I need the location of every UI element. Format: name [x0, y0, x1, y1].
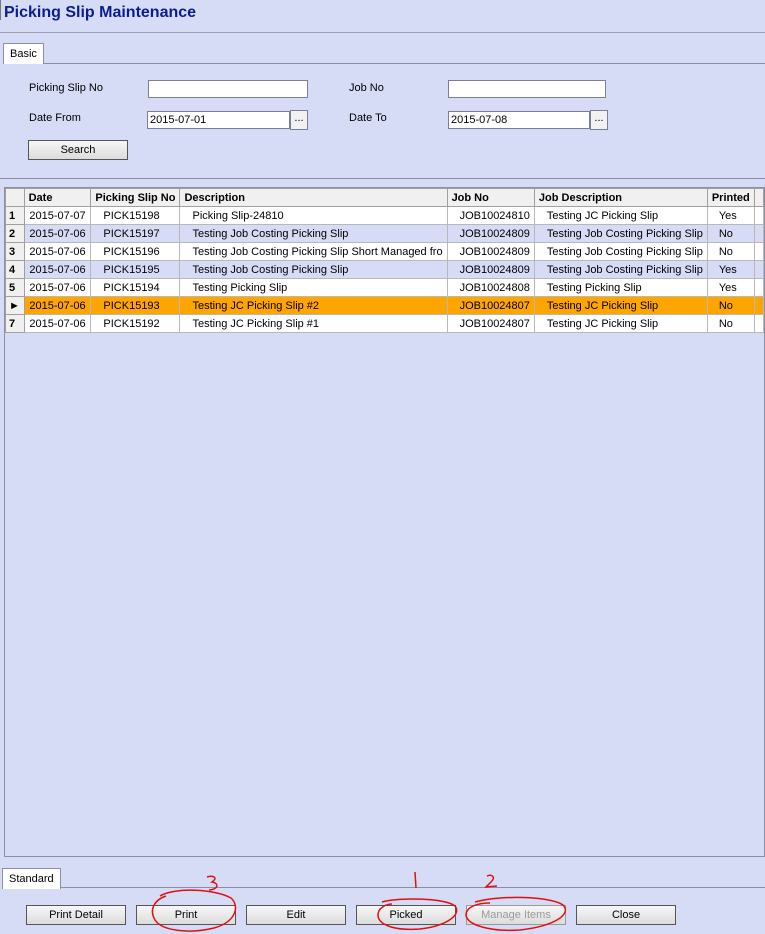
column-header-date[interactable]: Date [24, 189, 91, 207]
cell-picking-slip-no: PICK15198 [91, 207, 180, 225]
grid-header-row [6, 189, 764, 207]
column-header-job-description[interactable]: Job Description [534, 189, 707, 207]
cell-job-description: Testing Job Costing Picking Slip [534, 225, 707, 243]
tab-standard[interactable]: Standard [2, 868, 61, 889]
picked-button[interactable]: Picked [356, 905, 456, 925]
cell-date: 2015-07-06 [24, 315, 91, 333]
row-header[interactable]: 3 [6, 243, 25, 261]
close-button[interactable]: Close [576, 905, 676, 925]
column-header-printed[interactable]: Printed [707, 189, 754, 207]
cell-picking-slip-no: PICK15195 [91, 261, 180, 279]
cell-filler [754, 243, 763, 261]
picking-slip-table [5, 188, 764, 333]
cell-job-description: Testing Job Costing Picking Slip [534, 261, 707, 279]
cell-filler [754, 225, 763, 243]
picking-slip-no-label: Picking Slip No [29, 82, 103, 94]
title-divider [0, 32, 765, 33]
tab-divider [43, 63, 765, 64]
cell-filler [754, 315, 763, 333]
manage-items-button[interactable]: Manage Items [466, 905, 566, 925]
cell-job-no: JOB10024809 [447, 243, 534, 261]
cell-description: Picking Slip-24810 [180, 207, 447, 225]
cell-date: 2015-07-06 [24, 225, 91, 243]
cell-job-description: Testing JC Picking Slip [534, 315, 707, 333]
cell-job-description: Testing Job Costing Picking Slip [534, 243, 707, 261]
cell-date: 2015-07-06 [24, 243, 91, 261]
cell-description: Testing Job Costing Picking Slip [180, 225, 447, 243]
job-no-input[interactable] [448, 80, 606, 98]
cell-printed: Yes [707, 279, 754, 297]
row-header[interactable]: 1 [6, 207, 25, 225]
search-button[interactable]: Search [28, 140, 128, 160]
cell-printed: Yes [707, 207, 754, 225]
job-no-label: Job No [349, 82, 384, 94]
tab-basic[interactable]: Basic [3, 43, 44, 64]
cell-description: Testing Picking Slip [180, 279, 447, 297]
cell-picking-slip-no: PICK15194 [91, 279, 180, 297]
search-panel-divider [0, 178, 765, 179]
cell-printed: No [707, 297, 754, 315]
bottom-tab-divider [60, 887, 765, 888]
date-from-label: Date From [29, 112, 81, 124]
column-header-filler [754, 189, 763, 207]
cell-description: Testing JC Picking Slip #1 [180, 315, 447, 333]
cell-job-no: JOB10024810 [447, 207, 534, 225]
row-header[interactable]: 4 [6, 261, 25, 279]
date-to-label: Date To [349, 112, 387, 124]
annotation-mark-1 [415, 872, 416, 888]
table-row[interactable] [6, 207, 764, 225]
row-header[interactable]: 2 [6, 225, 25, 243]
cell-filler [754, 297, 763, 315]
row-header[interactable]: 5 [6, 279, 25, 297]
date-to-picker-button[interactable]: ... [590, 110, 608, 130]
column-header-picking-slip-no[interactable]: Picking Slip No [91, 189, 180, 207]
edit-button[interactable]: Edit [246, 905, 346, 925]
row-header-corner [6, 189, 25, 207]
cell-job-description: Testing Picking Slip [534, 279, 707, 297]
cell-date: 2015-07-06 [24, 297, 91, 315]
table-row[interactable] [6, 243, 764, 261]
cell-filler [754, 207, 763, 225]
cell-filler [754, 279, 763, 297]
cell-job-no: JOB10024808 [447, 279, 534, 297]
cell-job-no: JOB10024809 [447, 225, 534, 243]
table-row[interactable] [6, 279, 764, 297]
cell-description: Testing JC Picking Slip #2 [180, 297, 447, 315]
picking-slip-no-input[interactable] [148, 80, 308, 98]
cell-job-description: Testing JC Picking Slip [534, 297, 707, 315]
date-from-picker-button[interactable]: ... [290, 110, 308, 130]
cell-job-no: JOB10024809 [447, 261, 534, 279]
cell-picking-slip-no: PICK15192 [91, 315, 180, 333]
cell-printed: Yes [707, 261, 754, 279]
cell-date: 2015-07-07 [24, 207, 91, 225]
row-header[interactable]: ► [6, 297, 25, 315]
date-to-input[interactable] [448, 111, 590, 129]
table-row-selected[interactable] [6, 297, 764, 315]
cell-printed: No [707, 225, 754, 243]
cell-picking-slip-no: PICK15193 [91, 297, 180, 315]
cell-date: 2015-07-06 [24, 261, 91, 279]
window-edge [0, 0, 1, 20]
annotation-mark-2 [486, 875, 497, 887]
date-from-input[interactable] [147, 111, 290, 129]
table-row[interactable] [6, 261, 764, 279]
cell-job-description: Testing JC Picking Slip [534, 207, 707, 225]
print-detail-button[interactable]: Print Detail [26, 905, 126, 925]
print-button[interactable]: Print [136, 905, 236, 925]
cell-job-no: JOB10024807 [447, 297, 534, 315]
cell-description: Testing Job Costing Picking Slip Short Managed fro [180, 243, 447, 261]
column-header-job-no[interactable]: Job No [447, 189, 534, 207]
column-header-description[interactable]: Description [180, 189, 447, 207]
cell-printed: No [707, 315, 754, 333]
cell-picking-slip-no: PICK15196 [91, 243, 180, 261]
cell-picking-slip-no: PICK15197 [91, 225, 180, 243]
table-row[interactable] [6, 315, 764, 333]
cell-filler [754, 261, 763, 279]
cell-date: 2015-07-06 [24, 279, 91, 297]
cell-job-no: JOB10024807 [447, 315, 534, 333]
row-header[interactable]: 7 [6, 315, 25, 333]
picking-slip-grid [4, 187, 765, 857]
page-title: Picking Slip Maintenance [4, 4, 197, 21]
table-row[interactable] [6, 225, 764, 243]
cell-printed: No [707, 243, 754, 261]
cell-description: Testing Job Costing Picking Slip [180, 261, 447, 279]
